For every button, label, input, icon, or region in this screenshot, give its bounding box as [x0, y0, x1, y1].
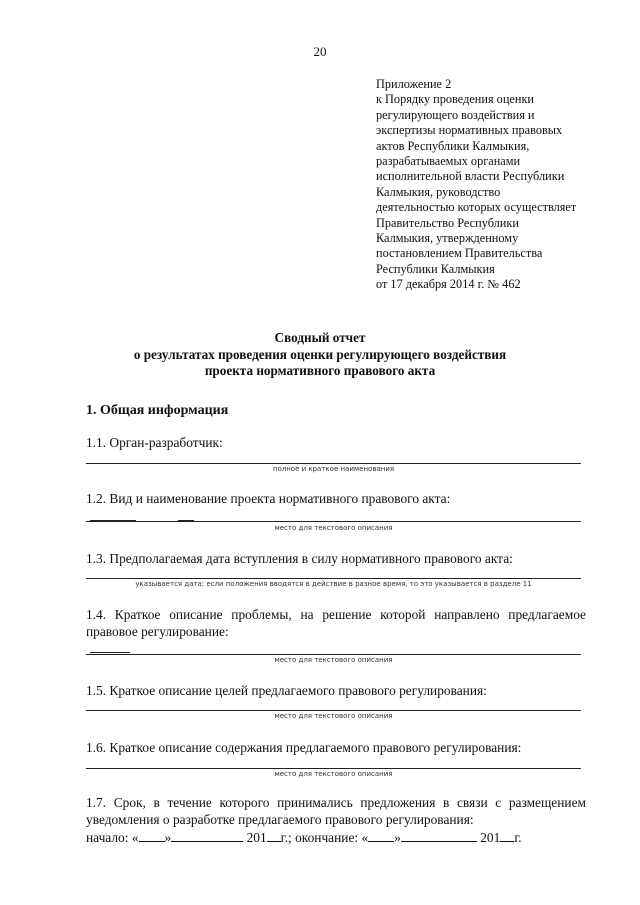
item-1-1-hint: полное и краткое наименования — [272, 465, 395, 473]
item-1-5-label: 1.5. Краткое описание целей предлагаемого правового регулирования: — [86, 683, 487, 698]
item-1-7-label: 1.7. Срок, в течение которого принимались предложения в связи с размещением уведомления о разработке предлагаемого правового регулирования: — [86, 795, 586, 827]
section-heading: 1. Общая информация — [86, 403, 229, 418]
item-1-1-label: 1.1. Орган-разработчик: — [86, 435, 223, 450]
appendix-line: Калмыкия, руководство — [376, 184, 501, 199]
item-1-7-dates — [86, 830, 586, 847]
start-month-field[interactable] — [171, 841, 243, 842]
item-1-4-fill-line[interactable] — [86, 654, 581, 655]
item-1-2-hint: место для текстового описания — [274, 524, 393, 532]
start-year-field[interactable] — [267, 841, 281, 842]
item-1-5-fill-line[interactable] — [86, 710, 581, 711]
item-1-2-fill-line[interactable] — [86, 521, 581, 522]
item-1-3-hint: указывается дата; если положения вводятся в действие в разное время, то это указывается в разделе 11 — [135, 580, 532, 588]
start-year-prefix: 201 — [246, 830, 267, 845]
start-label: начало: « — [86, 830, 139, 845]
item-1-2-label: 1.2. Вид и наименование проекта нормативного правового акта: — [86, 491, 451, 506]
appendix-line: к Порядку проведения оценки — [376, 92, 534, 107]
start-day-field[interactable] — [139, 841, 165, 842]
end-month-field[interactable] — [401, 841, 477, 842]
appendix-line: Калмыкия, утвержденному — [376, 231, 519, 246]
end-day-field[interactable] — [368, 841, 394, 842]
appendix-line: Приложение 2 — [376, 77, 452, 91]
item-1-6-hint: место для текстового описания — [274, 770, 393, 778]
end-suffix: г. — [514, 830, 522, 845]
item-1-4-label: 1.4. Краткое описание проблемы, на решение которой направлено предлагаемое правовое регулирование: — [86, 607, 586, 639]
appendix-line: регулирующего воздействия и — [376, 107, 535, 122]
title-line-3: проекта нормативного правового акта — [204, 363, 436, 378]
document-title — [0, 330, 640, 380]
appendix-line: Правительство Республики — [376, 215, 519, 230]
item-1-6-label: 1.6. Краткое описание содержания предлагаемого правового регулирования: — [86, 740, 522, 755]
appendix-line: исполнительной власти Республики — [376, 169, 565, 184]
item-1-5-hint: место для текстового описания — [274, 712, 393, 720]
page-number: 20 — [313, 44, 327, 59]
start-suffix: г.; окончание: « — [280, 830, 369, 845]
title-line-1: Сводный отчет — [274, 330, 366, 345]
item-1-1-fill-line[interactable] — [86, 463, 581, 464]
appendix-block — [376, 77, 621, 293]
appendix-line: деятельностью которых осуществляет — [376, 200, 577, 215]
item-1-4-hint: место для текстового описания — [274, 656, 393, 664]
item-1-6-fill-line[interactable] — [86, 768, 581, 769]
appendix-line: актов Республики Калмыкия, — [376, 138, 530, 153]
item-1-3-fill-line[interactable] — [86, 578, 581, 579]
appendix-line: постановлением Правительства — [376, 246, 543, 261]
title-line-2: о результатах проведения оценки регулирующего воздействия — [133, 346, 507, 362]
end-year-prefix: 201 — [480, 830, 501, 845]
appendix-line: экспертизы нормативных правовых — [376, 123, 563, 138]
end-year-field[interactable] — [500, 841, 514, 842]
appendix-line: от 17 декабря 2014 г. № 462 — [376, 277, 521, 292]
item-1-3-label: 1.3. Предполагаемая дата вступления в силу нормативного правового акта: — [86, 551, 513, 566]
handwritten-dash — [90, 652, 130, 653]
appendix-line: разрабатываемых органами — [376, 154, 521, 169]
end-close-quote: » — [394, 830, 401, 845]
start-close-quote: » — [164, 830, 172, 845]
appendix-line: Республики Калмыкия — [376, 261, 495, 276]
